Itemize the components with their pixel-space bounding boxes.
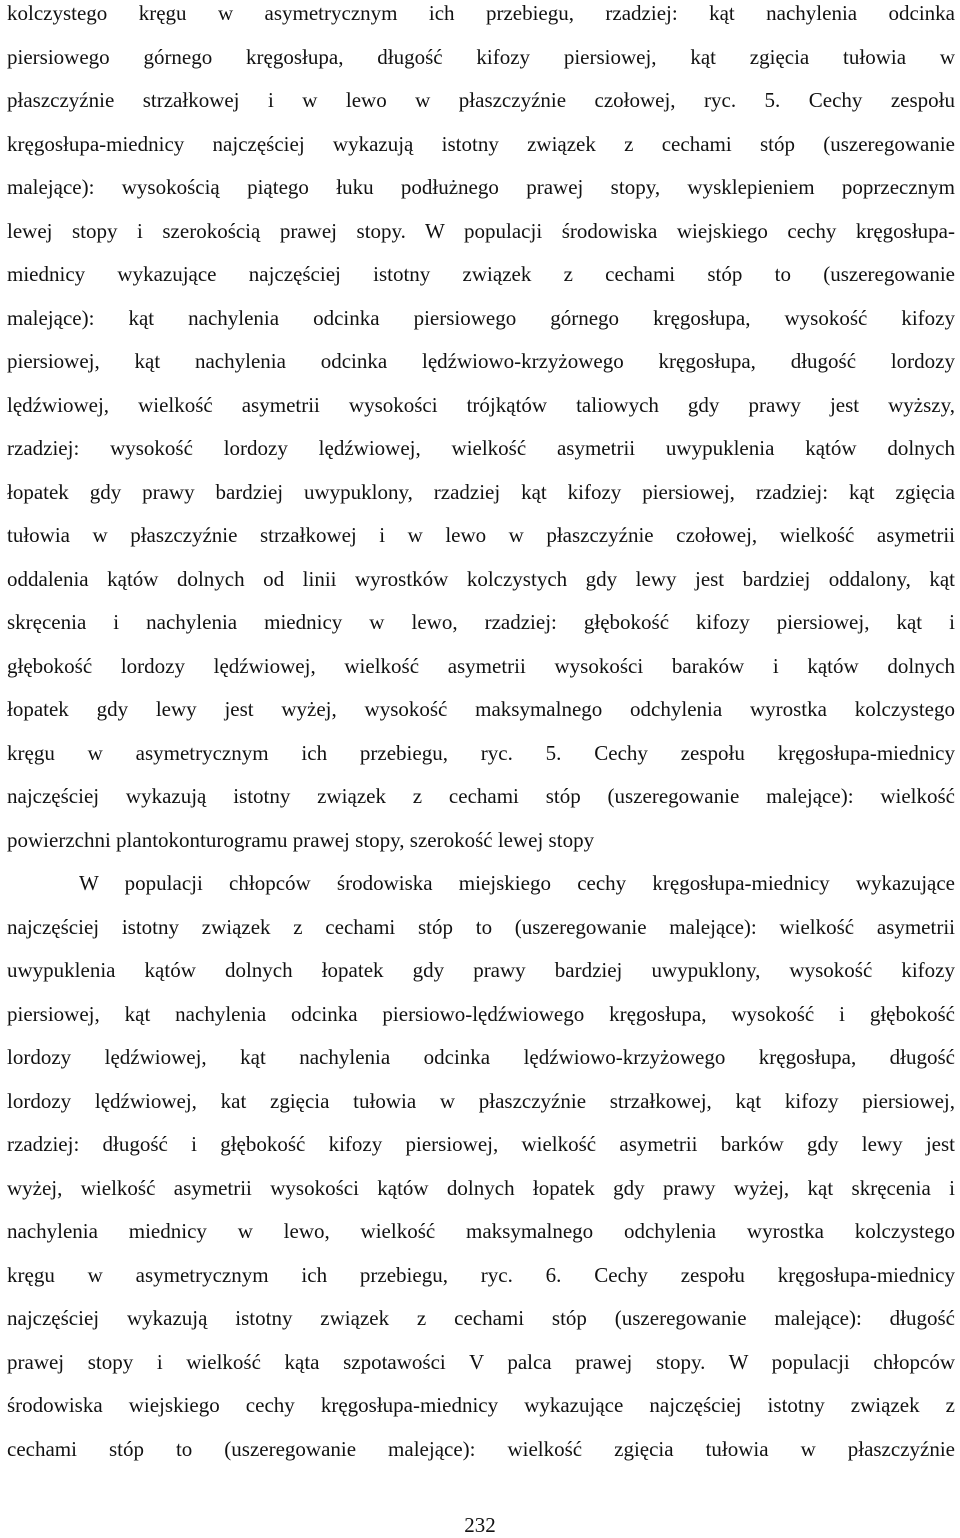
text-line: wyżej, wielkość asymetrii wysokości kątów dolnych łopatek gdy prawy wyżej, kąt skręcenia i: [7, 1175, 955, 1200]
text-line: malejące): wysokością piątego łuku podłużnego prawej stopy, wysklepieniem poprzecznym: [7, 175, 955, 199]
text-line: cechami stóp to (uszeregowanie malejące): wielkość zgięcia tułowia w płaszczyźnie: [7, 1436, 955, 1461]
text-line: lędźwiowej, wielkość asymetrii wysokości trójkątów taliowych gdy prawy jest wyższy,: [7, 392, 955, 417]
text-line: płaszczyźnie strzałkowej i w lewo w płaszczyźnie czołowej, ryc. 5. Cechy zespołu: [7, 88, 955, 112]
text-line: piersiowej, kąt nachylenia odcinka piersiowo-lędźwiowego kręgosłupa, wysokość i głębokość: [7, 1001, 955, 1026]
text-line: rzadziej: długość i głębokość kifozy piersiowej, wielkość asymetrii barków gdy lewy jest: [7, 1132, 955, 1156]
text-line: kręgu w asymetrycznym ich przebiegu, ryc. 5. Cechy zespołu kręgosłupa-miednicy: [7, 740, 955, 765]
paragraph-first-line: W populacji chłopców środowiska miejskiego cechy kręgosłupa-miednicy wykazujące: [79, 871, 955, 895]
text-line: kręgu w asymetrycznym ich przebiegu, ryc. 6. Cechy zespołu kręgosłupa-miednicy: [7, 1262, 955, 1287]
text-line: miednicy wykazujące najczęściej istotny związek z cechami stóp to (uszeregowanie: [7, 262, 955, 286]
text-line: skręcenia i nachylenia miednicy w lewo, rzadziej: głębokość kifozy piersiowej, kąt i: [7, 610, 955, 634]
text-line: lordozy lędźwiowej, kąt nachylenia odcinka lędźwiowo-krzyżowego kręgosłupa, długość: [7, 1045, 955, 1069]
text-line: uwypuklenia kątów dolnych łopatek gdy prawy bardziej uwypuklony, wysokość kifozy: [7, 958, 955, 982]
text-line: łopatek gdy lewy jest wyżej, wysokość maksymalnego odchylenia wyrostka kolczystego: [7, 697, 955, 721]
paragraph-last-line: powierzchni plantokonturogramu prawej stopy, szerokość lewej stopy: [7, 827, 595, 852]
text-line: lordozy lędźwiowej, kat zgięcia tułowia w płaszczyźnie strzałkowej, kąt kifozy piersiowej,: [7, 1088, 955, 1113]
text-line: rzadziej: wysokość lordozy lędźwiowej, wielkość asymetrii uwypuklenia kątów dolnych: [7, 436, 955, 460]
text-line: piersiowego górnego kręgosłupa, długość kifozy piersiowej, kąt zgięcia tułowia w: [7, 44, 955, 69]
text-line: kolczystego kręgu w asymetrycznym ich przebiegu, rzadziej: kąt nachylenia odcinka: [7, 1, 955, 25]
page-number: 232: [464, 1513, 496, 1537]
text-line: najczęściej wykazują istotny związek z cechami stóp (uszeregowanie malejące): wielkość: [7, 784, 955, 808]
text-line: głębokość lordozy lędźwiowej, wielkość asymetrii wysokości baraków i kątów dolnych: [7, 653, 955, 678]
text-line: lewej stopy i szerokością prawej stopy. W populacji środowiska wiejskiego cechy kręgosłupa-: [7, 218, 955, 243]
text-line: łopatek gdy prawy bardziej uwypuklony, rzadziej kąt kifozy piersiowej, rzadziej: kąt zgięcia: [7, 479, 955, 504]
text-line: prawej stopy i wielkość kąta szpotawości V palca prawej stopy. W populacji chłopców: [7, 1349, 955, 1374]
text-line: środowiska wiejskiego cechy kręgosłupa-miednicy wykazujące najczęściej istotny związek z: [7, 1393, 955, 1417]
text-line: najczęściej istotny związek z cechami stóp to (uszeregowanie malejące): wielkość asymetrii: [7, 914, 955, 939]
text-line: piersiowej, kąt nachylenia odcinka lędźwiowo-krzyżowego kręgosłupa, długość lordozy: [7, 349, 955, 373]
text-line: malejące): kąt nachylenia odcinka piersiowego górnego kręgosłupa, wysokość kifozy: [7, 305, 955, 330]
text-line: nachylenia miednicy w lewo, wielkość maksymalnego odchylenia wyrostka kolczystego: [7, 1219, 955, 1243]
text-line: kręgosłupa-miednicy najczęściej wykazują istotny związek z cechami stóp (uszeregowanie: [7, 131, 955, 156]
text-line: tułowia w płaszczyźnie strzałkowej i w lewo w płaszczyźnie czołowej, wielkość asymetrii: [7, 523, 955, 547]
text-line: oddalenia kątów dolnych od linii wyrostków kolczystych gdy lewy jest bardziej oddalony, kąt: [7, 566, 955, 591]
text-line: najczęściej wykazują istotny związek z cechami stóp (uszeregowanie malejące): długość: [7, 1306, 955, 1330]
body-text: [7, 0, 955, 1479]
